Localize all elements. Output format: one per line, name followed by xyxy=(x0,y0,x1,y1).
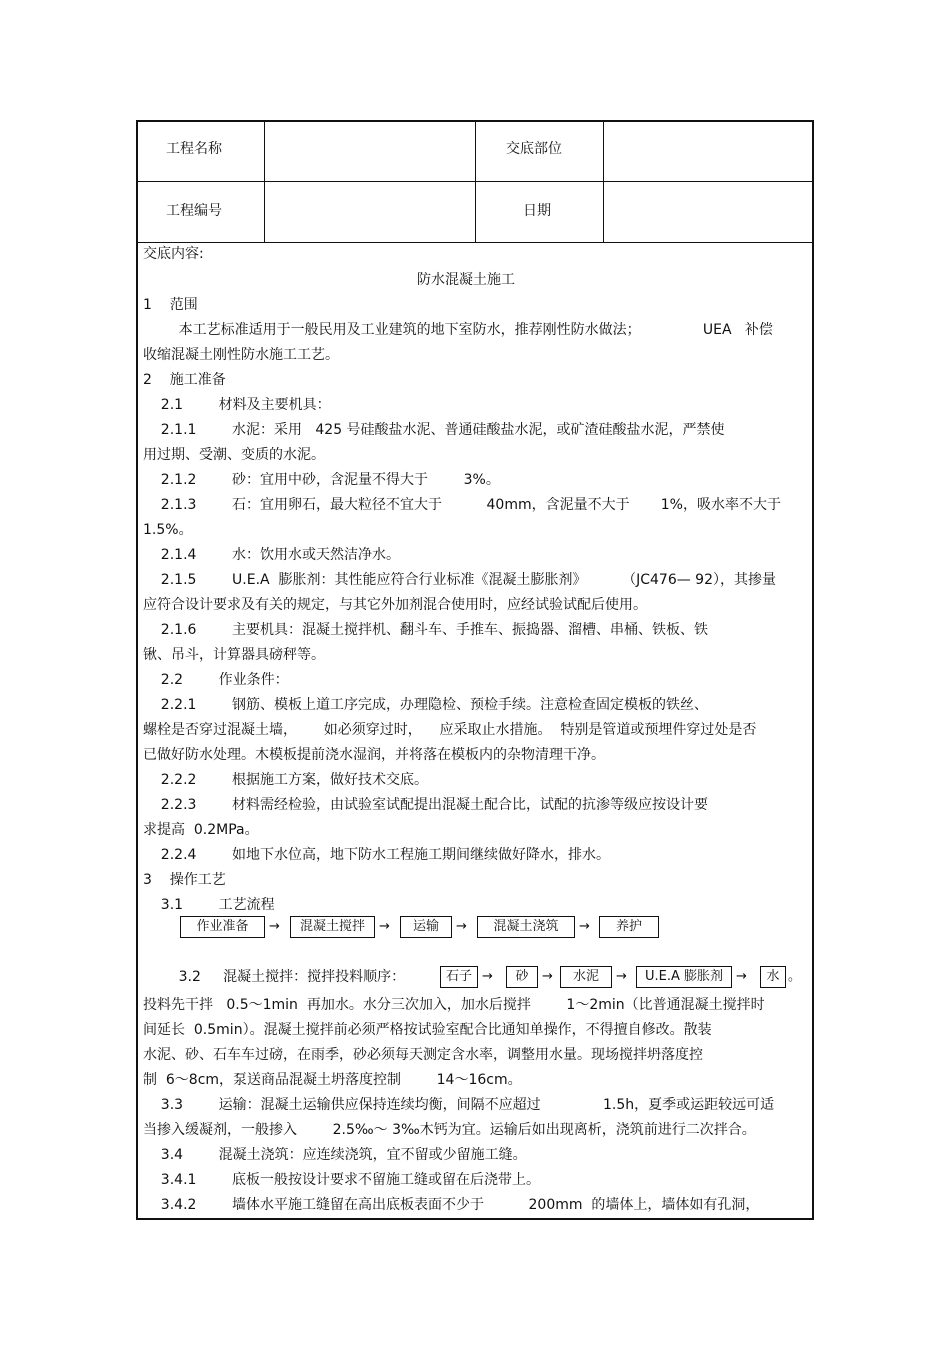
body-line: 制 6～8cm，泵送商品混凝土坍落度控制 14～16cm。 xyxy=(143,1072,522,1088)
flow-step: 运输 xyxy=(400,916,452,938)
body-line: 3.4 混凝土浇筑：应连续浇筑，宜不留或少留施工缝。 xyxy=(143,1147,527,1163)
mix-step: 石子 xyxy=(440,966,478,988)
flow-step: 养护 xyxy=(599,916,659,938)
date-label: 日期 xyxy=(523,203,551,219)
body-line: 用过期、受潮、变质的水泥。 xyxy=(143,447,325,463)
body-line: 3.3 运输：混凝土运输供应保持连续均衡，间隔不应超过 1.5h，夏季或运距较远可适 xyxy=(143,1097,775,1113)
body-line: 本工艺标准适用于一般民用及工业建筑的地下室防水，推荐刚性防水做法； UEA 补偿 xyxy=(143,322,773,338)
header-bottom-divider xyxy=(137,242,813,243)
header-col-divider-1 xyxy=(264,121,265,242)
body-line: 1.5%。 xyxy=(143,522,193,538)
mix-arrow: → xyxy=(542,969,553,984)
location-label: 交底部位 xyxy=(506,141,562,157)
mix-arrow: → xyxy=(482,969,493,984)
body-line: 当掺入缓凝剂，一般掺入 2.5‰～ 3‰木钙为宜。运输后如出现离析，浇筑前进行二次拌合。 xyxy=(143,1122,756,1138)
mix-suffix: 。 xyxy=(788,969,802,984)
body-line: 2.1.1 水泥：采用 425 号硅酸盐水泥、普通硅酸盐水泥，或矿渣硅酸盐水泥，严禁使 xyxy=(143,422,725,438)
body-line: 2.2.3 材料需经检验，由试验室试配提出混凝土配合比，试配的抗渗等级应按设计要 xyxy=(143,797,709,813)
flow-step: 混凝土搅拌 xyxy=(290,916,375,938)
body-line: 3.4.2 墙体水平施工缝留在高出底板表面不少于 200mm 的墙体上，墙体如有孔洞， xyxy=(143,1197,760,1213)
body-line: 2.1 材料及主要机具： xyxy=(143,397,331,413)
body-line: 螺栓是否穿过混凝土墙， 如必须穿过时， 应采取止水措施。 特别是管道或预埋件穿过处是否 xyxy=(143,722,757,738)
mix-step: 水 xyxy=(760,966,786,988)
body-line: 已做好防水处理。木模板提前浇水湿润，并将落在模板内的杂物清理干净。 xyxy=(143,747,605,763)
mix-order-label: 3.2 混凝土搅拌：搅拌投料顺序： xyxy=(143,969,406,985)
body-line: 2.1.3 石：宜用卵石，最大粒径不宜大于 40mm，含泥量不大于 1%，吸水率不大于 xyxy=(143,497,781,513)
mix-arrow: → xyxy=(736,969,747,984)
body-line: 3 操作工艺 xyxy=(143,872,226,888)
body-line: 2.2.1 钢筋、模板上道工序完成，办理隐检、预检手续。注意检查固定模板的铁丝、 xyxy=(143,697,709,713)
body-line: 3.1 工艺流程 xyxy=(143,897,275,913)
flow-arrow: → xyxy=(456,919,467,934)
body-line: 1 范围 xyxy=(143,297,198,313)
body-line: 应符合设计要求及有关的规定，与其它外加剂混合使用时，应经试验试配后使用。 xyxy=(143,597,647,613)
body-line: 2.1.2 砂：宜用中砂，含泥量不得大于 3%。 xyxy=(143,472,500,488)
body-line: 求提高 0.2MPa。 xyxy=(143,822,259,838)
project-name-label: 工程名称 xyxy=(166,141,222,157)
document-title: 防水混凝土施工 xyxy=(417,272,515,288)
content-label: 交底内容: xyxy=(143,246,204,262)
body-line: 2 施工准备 xyxy=(143,372,226,388)
body-line: 3.4.1 底板一般按设计要求不留施工缝或留在后浇带上。 xyxy=(143,1172,541,1188)
flow-step: 作业准备 xyxy=(180,916,265,938)
body-line: 2.2.2 根据施工方案，做好技术交底。 xyxy=(143,772,429,788)
body-line: 2.1.6 主要机具：混凝土搅拌机、翻斗车、手推车、振捣器、溜槽、串桶、铁板、铁 xyxy=(143,622,709,638)
mix-step: 砂 xyxy=(506,966,538,988)
body-line: 收缩混凝土刚性防水施工工艺。 xyxy=(143,347,339,363)
body-line: 2.2.4 如地下水位高，地下防水工程施工期间继续做好降水，排水。 xyxy=(143,847,611,863)
flow-step: 混凝土浇筑 xyxy=(477,916,575,938)
header-col-divider-3 xyxy=(603,121,604,242)
flow-arrow: → xyxy=(379,919,390,934)
body-line: 间延长 0.5min）。混凝土搅拌前必须严格按试验室配合比通知单操作，不得擅自修改。散装 xyxy=(143,1022,712,1038)
header-col-divider-2 xyxy=(475,121,476,242)
body-line: 2.1.4 水：饮用水或天然洁净水。 xyxy=(143,547,401,563)
mix-step: 水泥 xyxy=(560,966,612,988)
mix-arrow: → xyxy=(616,969,627,984)
body-line: 投料先干拌 0.5～1min 再加水。水分三次加入，加水后搅拌 1～2min（比普通混凝土搅拌时 xyxy=(143,997,765,1013)
project-no-label: 工程编号 xyxy=(166,203,222,219)
mix-step: U.E.A 膨胀剂 xyxy=(636,966,732,988)
body-line: 锹、吊斗，计算器具磅秤等。 xyxy=(143,647,325,663)
body-line: 水泥、砂、石车车过磅，在雨季，砂必须每天测定含水率，调整用水量。现场搅拌坍落度控 xyxy=(143,1047,703,1063)
body-line: 2.2 作业条件： xyxy=(143,672,289,688)
flow-arrow: → xyxy=(579,919,590,934)
flow-arrow: → xyxy=(269,919,280,934)
body-line: 2.1.5 U.E.A 膨胀剂：其性能应符合行业标准《混凝土膨胀剂》 （JC476— 92），其掺量 xyxy=(143,572,776,588)
